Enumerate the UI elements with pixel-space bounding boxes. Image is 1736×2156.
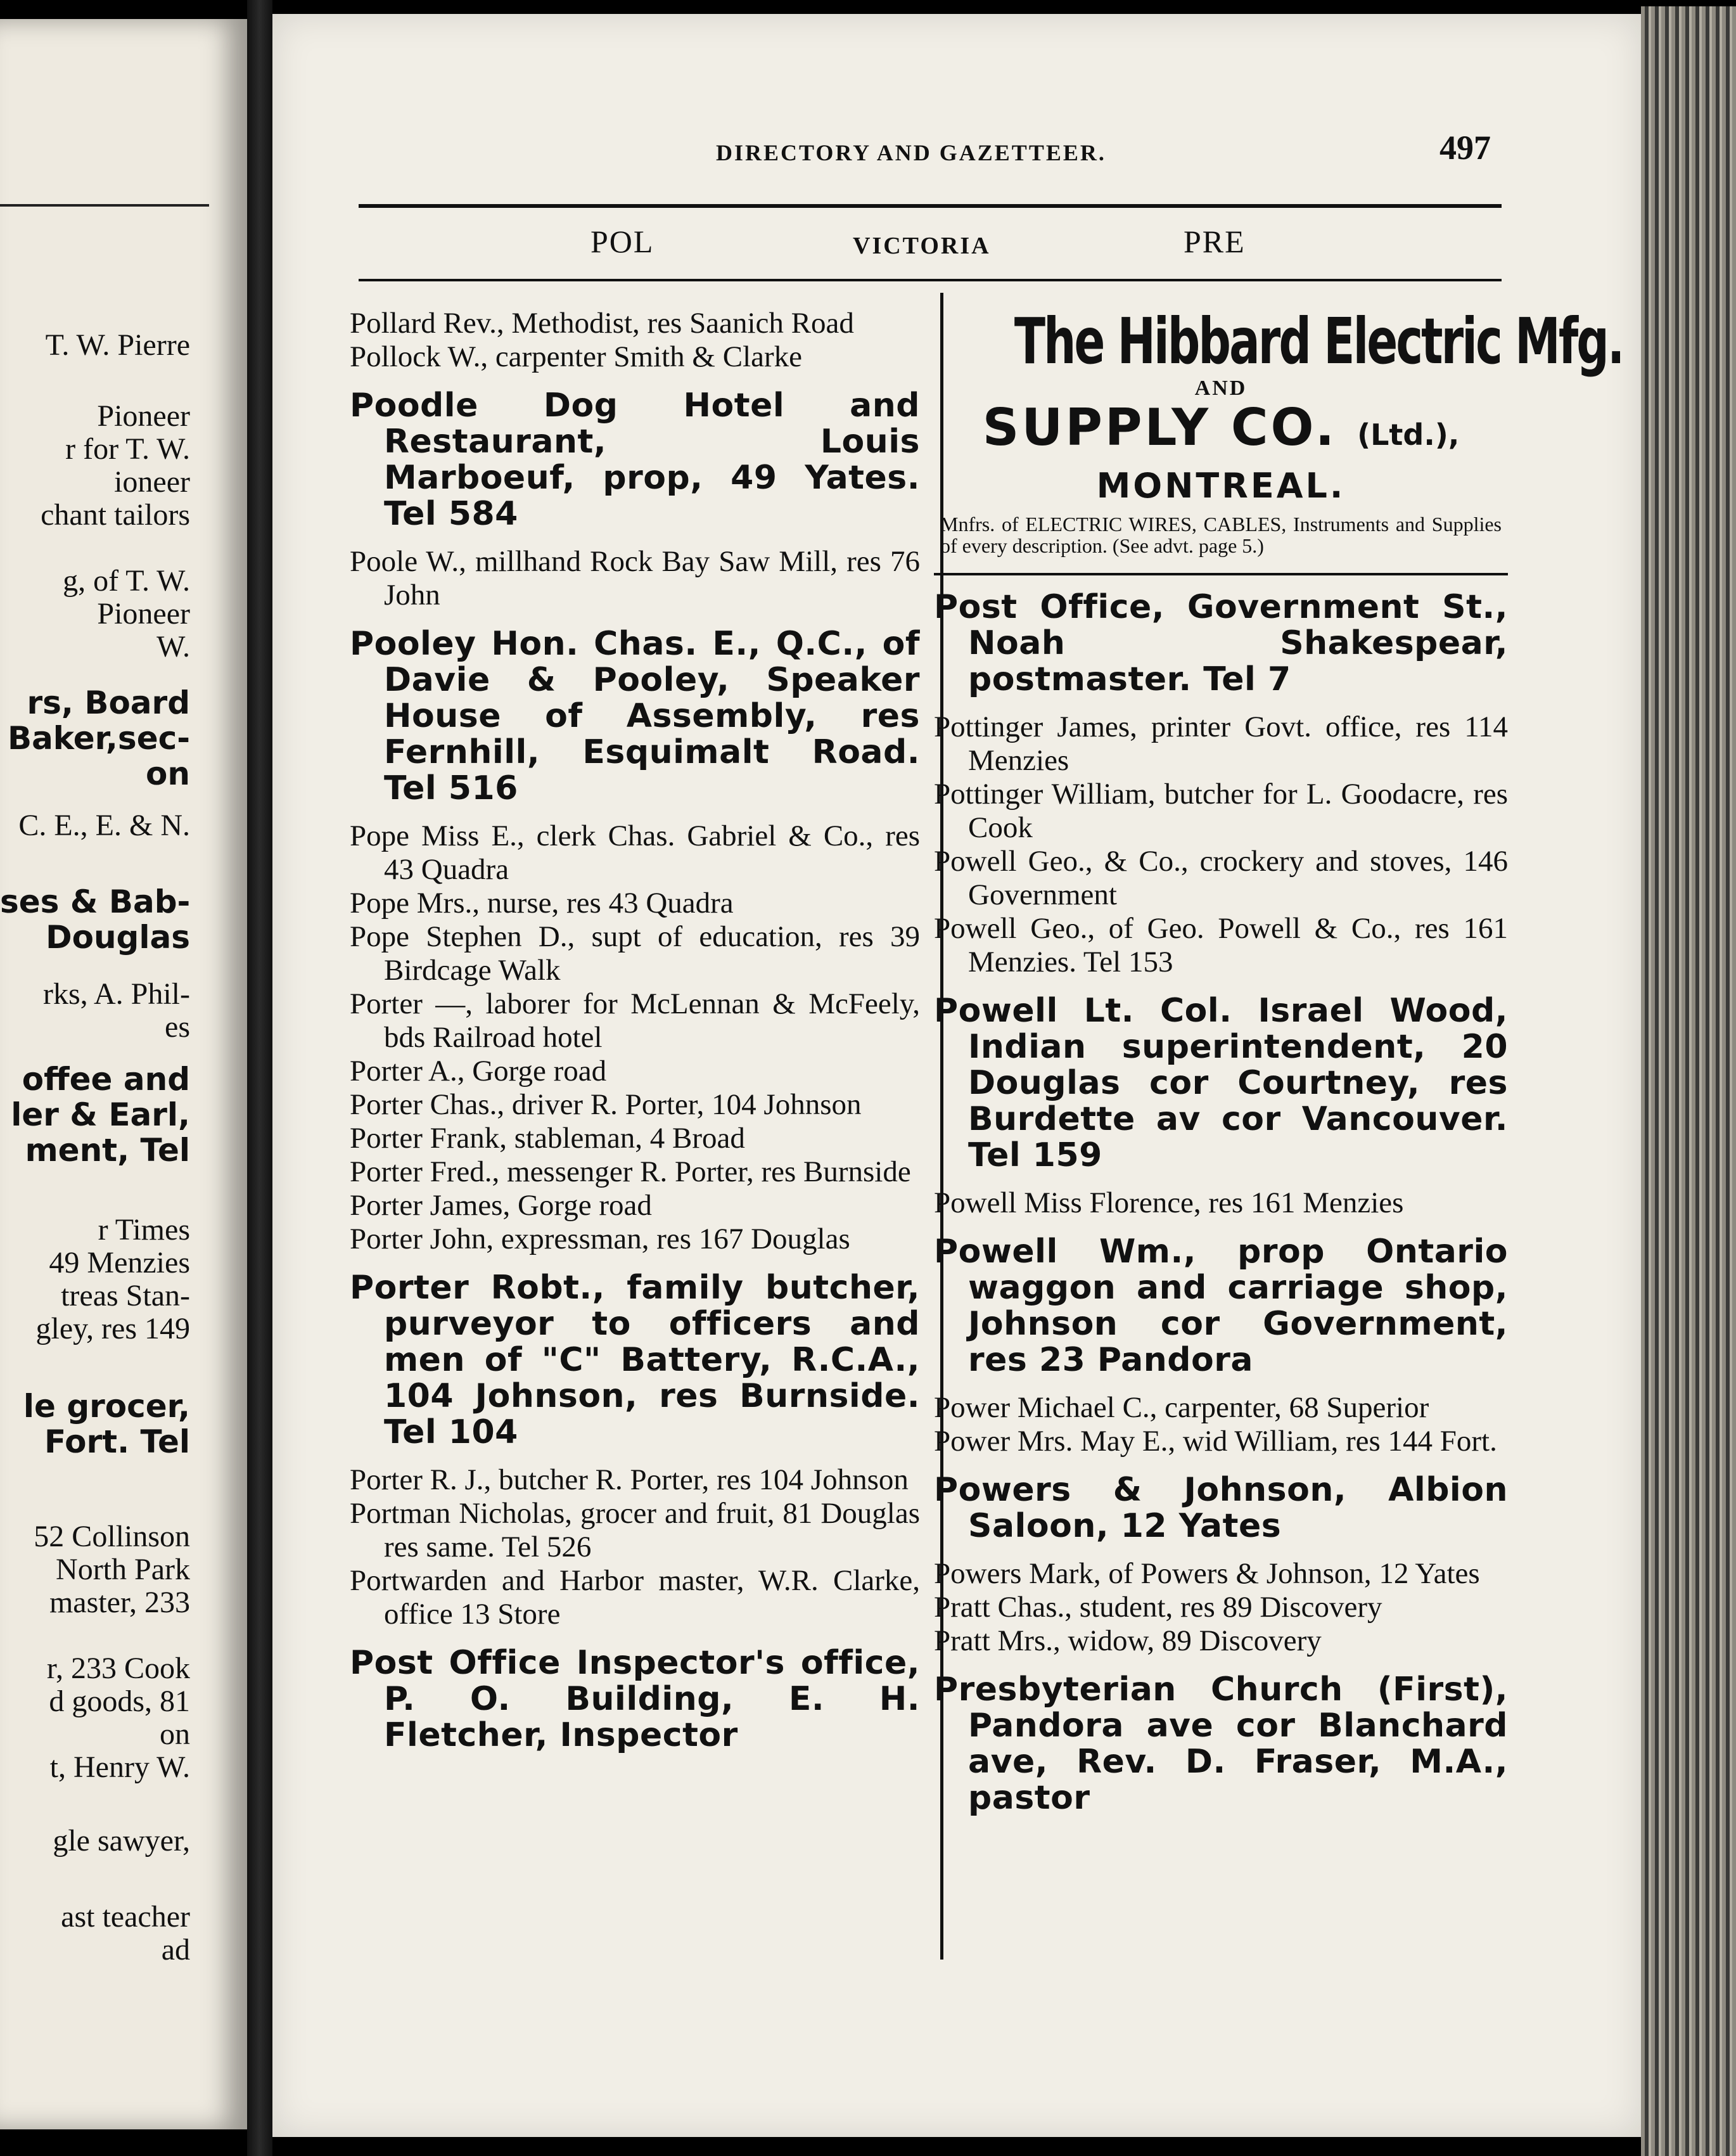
facing-page-fragment: ment, Tel xyxy=(25,1132,190,1169)
directory-entry: Portwarden and Harbor master, W.R. Clarke, office 13 Store xyxy=(350,1564,920,1631)
directory-entry: Powell Miss Florence, res 161 Menzies xyxy=(934,1186,1404,1219)
facing-page-fragment: ses & Bab- xyxy=(0,883,191,920)
directory-entry: Pratt Chas., student, res 89 Discovery xyxy=(934,1591,1382,1624)
facing-page-fragment: g, of T. W. xyxy=(63,564,190,598)
ad-ltd: (Ltd.), xyxy=(1357,418,1460,452)
directory-entry: Pope Mrs., nurse, res 43 Quadra xyxy=(350,887,734,920)
facing-page-fragment: North Park xyxy=(56,1553,190,1586)
directory-entry: Powell Geo., of Geo. Powell & Co., res 161 Menzies. Tel 153 xyxy=(934,912,1508,979)
directory-entry: Portman Nicholas, grocer and fruit, 81 Douglas res same. Tel 526 xyxy=(350,1497,920,1563)
directory-entry: Porter Chas., driver R. Porter, 104 Johnson xyxy=(350,1088,862,1121)
bold-directory-entry: Porter Robt., family butcher, purveyor to officers and men of "C" Battery, R.C.A., 104 Johnson, res Burnside. Tel 104 xyxy=(350,1269,920,1451)
facing-page-fragment: le grocer, xyxy=(23,1388,190,1425)
facing-page-fragment: Fort. Tel xyxy=(44,1423,190,1460)
bold-directory-entry: Presbyterian Church (First), Pandora ave cor Blanchard ave, Rev. D. Fraser, M.A., pastor xyxy=(934,1671,1508,1817)
directory-entry: Power Michael C., carpenter, 68 Superior xyxy=(934,1391,1429,1424)
facing-page-fragment: ad xyxy=(161,1933,190,1967)
facing-page-fragment: Pioneer xyxy=(97,399,190,433)
facing-page-fragment: ast teacher xyxy=(61,1900,190,1934)
right-column-entries xyxy=(934,589,1508,1816)
directory-entry: Powers Mark, of Powers & Johnson, 12 Yates xyxy=(934,1557,1480,1590)
bold-directory-entry: Poodle Dog Hotel and Restaurant, Louis Marboeuf, prop, 49 Yates. Tel 584 xyxy=(350,387,920,533)
ad-supply: SUPPLY CO. xyxy=(982,398,1337,457)
directory-entry: Pope Miss E., clerk Chas. Gabriel & Co., res 43 Quadra xyxy=(350,819,920,886)
directory-entry: Porter Fred., messenger R. Porter, res Burnside xyxy=(350,1155,911,1188)
guide-word-right: PRE xyxy=(1184,224,1246,259)
hibbard-advertisement xyxy=(934,304,1623,575)
directory-entry: Porter —, laborer for McLennan & McFeely, bds Railroad hotel xyxy=(350,987,920,1054)
facing-page-fragment: T. W. Pierre xyxy=(45,328,190,362)
page-edges xyxy=(1641,6,1736,2156)
header-rule xyxy=(359,204,1502,208)
facing-page-fragment: on xyxy=(160,1717,190,1751)
guide-word-left: POL xyxy=(590,224,654,259)
directory-entry: Power Mrs. May E., wid William, res 144 Fort. xyxy=(934,1425,1497,1458)
directory-entry: Porter A., Gorge road xyxy=(350,1055,607,1088)
ad-city: MONTREAL. xyxy=(1096,466,1346,506)
directory-entry: Poole W., millhand Rock Bay Saw Mill, res 76 John xyxy=(350,545,920,612)
right-column xyxy=(934,304,1623,1829)
facing-page-fragment: r, 233 Cook xyxy=(46,1652,190,1685)
facing-page-fragment: ioneer xyxy=(114,465,190,499)
facing-page-fragment: r for T. W. xyxy=(65,432,190,466)
facing-page-fragment: r Times xyxy=(98,1213,190,1247)
facing-page-fragment: rks, A. Phil- xyxy=(42,977,190,1011)
directory-entry: Pollard Rev., Methodist, res Saanich Road xyxy=(350,307,854,340)
facing-page-fragment: 52 Collinson xyxy=(34,1520,190,1553)
bold-directory-entry: Powers & Johnson, Albion Saloon, 12 Yates xyxy=(934,1471,1508,1545)
facing-page-fragment: ler & Earl, xyxy=(11,1096,190,1133)
facing-page-fragment: gle sawyer, xyxy=(53,1824,190,1858)
bold-directory-entry: Powell Lt. Col. Israel Wood, Indian superintendent, 20 Douglas cor Courtney, res Burdette av cor Vancouver. Tel 159 xyxy=(934,992,1508,1174)
bold-directory-entry: Pooley Hon. Chas. E., Q.C., of Davie & Pooley, Speaker House of Assembly, res Fernhill, Esquimalt Road. Tel 516 xyxy=(350,625,920,807)
facing-page-fragment: Pioneer xyxy=(97,597,190,631)
facing-page-fragment: offee and xyxy=(22,1061,190,1098)
ad-title: The Hibbard Electric Mfg. xyxy=(1014,304,1623,378)
directory-entry: Porter John, expressman, res 167 Douglas xyxy=(350,1222,850,1255)
facing-page-fragment: 49 Menzies xyxy=(49,1246,190,1280)
ad-supply-line xyxy=(934,398,1508,462)
facing-page-fragment: gley, res 149 xyxy=(35,1312,190,1345)
facing-page xyxy=(0,19,247,2129)
directory-entry: Powell Geo., & Co., crockery and stoves, 146 Government xyxy=(934,845,1508,911)
bold-directory-entry: Post Office, Government St., Noah Shakespear, postmaster. Tel 7 xyxy=(934,588,1508,698)
facing-page-fragment: chant tailors xyxy=(41,498,190,532)
directory-entry: Pottinger William, butcher for L. Goodacre, res Cook xyxy=(934,778,1508,844)
facing-page-fragment: t, Henry W. xyxy=(49,1750,190,1784)
facing-page-rule xyxy=(0,204,209,207)
facing-page-fragment: treas Stan- xyxy=(61,1279,190,1312)
book-gutter xyxy=(247,0,272,2156)
bold-directory-entry: Powell Wm., prop Ontario waggon and carriage shop, Johnson cor Government, res 23 Pandora xyxy=(934,1233,1508,1379)
facing-page-fragment: master, 233 xyxy=(49,1586,190,1619)
directory-entry: Porter R. J., butcher R. Porter, res 104 Johnson xyxy=(350,1463,909,1496)
bold-directory-entry: Post Office Inspector's office, P. O. Building, E. H. Fletcher, Inspector xyxy=(350,1644,920,1754)
page-number: 497 xyxy=(1439,129,1491,167)
facing-page-fragment: es xyxy=(165,1010,190,1044)
facing-page-fragment: Baker,sec- xyxy=(7,720,190,757)
directory-entry: Pratt Mrs., widow, 89 Discovery xyxy=(934,1624,1322,1657)
directory-entry: Porter Frank, stableman, 4 Broad xyxy=(350,1122,745,1155)
facing-page-fragment: rs, Board xyxy=(27,684,190,721)
facing-page-fragment: d goods, 81 xyxy=(49,1684,190,1718)
directory-page xyxy=(272,14,1641,2137)
ad-and: AND xyxy=(1194,376,1248,400)
running-title: DIRECTORY AND GAZETTEER. xyxy=(716,140,1106,165)
directory-entry: Pope Stephen D., supt of education, res 39 Birdcage Walk xyxy=(350,920,920,987)
facing-page-fragment: Douglas xyxy=(46,919,190,956)
directory-entry: Pollock W., carpenter Smith & Clarke xyxy=(350,340,803,373)
directory-entry: Porter James, Gorge road xyxy=(350,1189,652,1222)
facing-page-fragment: W. xyxy=(156,630,190,664)
guide-city: VICTORIA xyxy=(853,233,991,259)
ad-description: Mnfrs. of ELECTRIC WIRES, CABLES, Instruments and Supplies of every description. (See advt. page 5.) xyxy=(940,513,1502,557)
ad-rule xyxy=(934,573,1508,575)
left-column xyxy=(350,307,920,1766)
facing-page-fragment: on xyxy=(146,755,190,792)
directory-entry: Pottinger James, printer Govt. office, res 114 Menzies xyxy=(934,710,1508,777)
facing-page-fragment: C. E., E. & N. xyxy=(18,809,190,842)
guide-rule xyxy=(359,279,1502,281)
